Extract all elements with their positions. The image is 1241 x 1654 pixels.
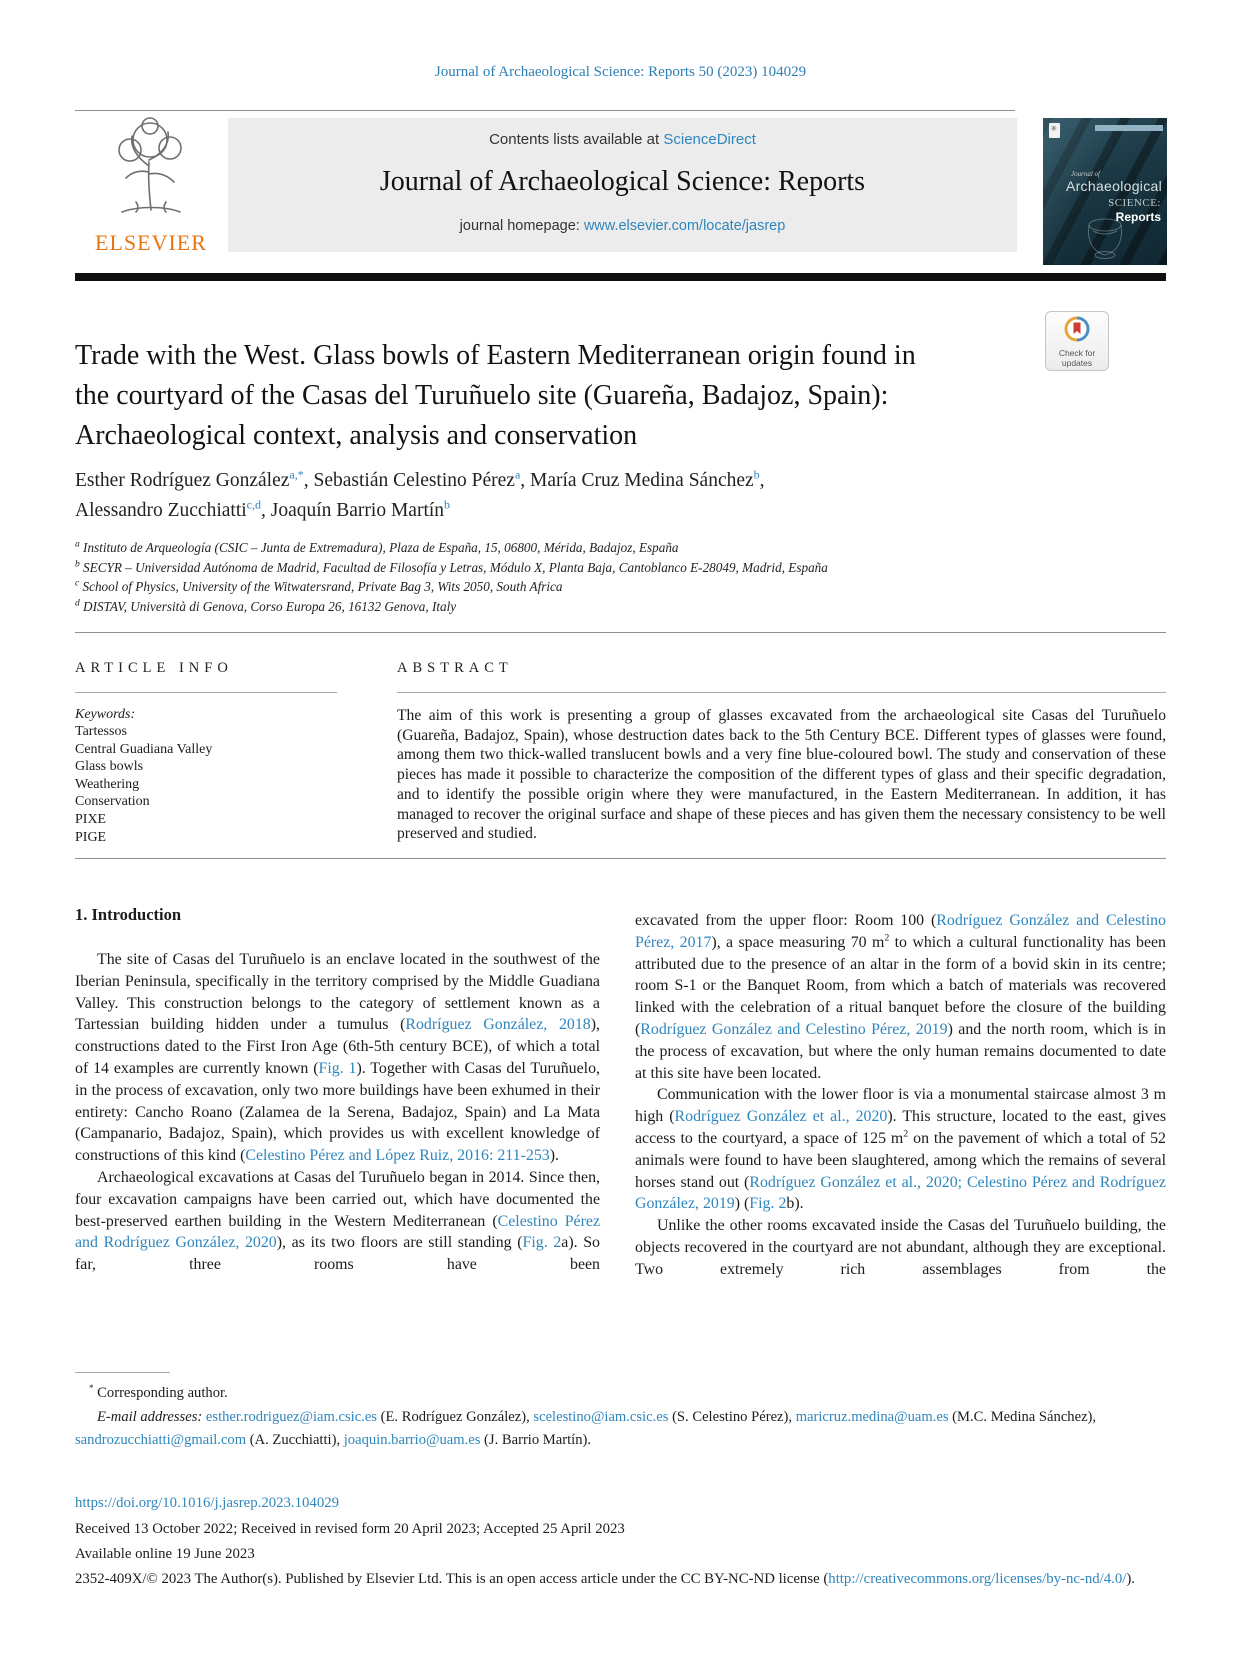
doi-link[interactable]: https://doi.org/10.1016/j.jasrep.2023.104029 [75, 1495, 340, 1511]
divider-above-info [75, 632, 1166, 633]
authors-line [75, 466, 1075, 496]
affiliation-text: Instituto de Arqueología (CSIC – Junta de Extremadura), Plaza de España, 15, 06800, Mérida, Badajoz, España [79, 540, 679, 555]
text-segment: ), a space measuring 70 m [711, 933, 885, 951]
text-segment: b). [786, 1195, 804, 1213]
text-segment: Communication with the lower floor is via a monumental staircase almost 3 m high ( [635, 1086, 1166, 1126]
paragraph [75, 949, 600, 1167]
left-column [75, 905, 600, 1276]
sciencedirect-link[interactable]: ScienceDirect [663, 131, 756, 148]
section-heading-introduction: 1. Introduction [75, 905, 182, 924]
text-segment: (S. Celestino Pérez), [668, 1409, 796, 1425]
affiliation-superscript: a [75, 539, 80, 550]
inline-link[interactable]: Rodríguez González and Celestino Pérez, 2019 [640, 1020, 948, 1038]
text-segment: 2 [884, 932, 890, 944]
inline-link[interactable]: Celestino Pérez and Rodríguez González, 2020 [75, 1212, 600, 1252]
footnote-rule [75, 1372, 170, 1373]
text-segment: , Joaquín Barrio Martín [260, 500, 445, 521]
inline-link[interactable]: Fig. 2 [522, 1234, 562, 1252]
journal-header-box [228, 118, 1017, 252]
title-line: Trade with the West. Glass bowls of Eastern Mediterranean origin found in [75, 340, 916, 371]
affiliations [75, 538, 1075, 616]
text-segment: , María Cruz Medina Sánchez [520, 470, 754, 491]
text-segment: ). [1126, 1571, 1135, 1587]
abstract-rule [397, 692, 1166, 693]
cover-top-bar [1095, 125, 1163, 131]
divider-below-abstract [75, 858, 1166, 859]
text-segment: (E. Rodríguez González), [376, 1409, 534, 1425]
paragraph [75, 1167, 600, 1276]
inline-link[interactable]: Rodríguez González et al., 2020; Celestino Pérez and Rodríguez González, 2019 [635, 1173, 1166, 1213]
text-segment: Unlike the other rooms excavated inside the Casas del Turuñuelo building, the objects recovered in the courtyard are not abundant, although they are exceptional. Two extremely rich assemblages from the [635, 1217, 1166, 1278]
text-segment: c,d [246, 497, 261, 512]
text-segment: ), constructions dated to the First Iron Age (6th-5th century BCE), of which a total of 14 examples are currently known ( [75, 1016, 601, 1077]
elsevier-logo [80, 114, 222, 256]
cover-elsevier-mini-logo-icon [1049, 123, 1060, 138]
inline-link[interactable]: Fig. 2 [749, 1195, 787, 1213]
inline-link[interactable]: Rodríguez González et al., 2020 [674, 1108, 888, 1126]
affiliation-superscript: b [75, 559, 80, 570]
affiliation-superscript: d [75, 598, 80, 609]
article-title [75, 336, 1020, 456]
affiliation-superscript: c [75, 578, 80, 589]
text-segment: b [753, 467, 760, 482]
affiliation [75, 597, 1075, 617]
homepage-line [228, 218, 1017, 234]
affiliation-text: SECYR – Universidad Autónoma de Madrid, Facultad de Filosofía y Letras, Módulo X, Planta Baja, Cantoblanco E-28049, Madrid, España [79, 559, 828, 575]
inline-link[interactable]: Fig. 1 [318, 1059, 357, 1077]
text-segment: Esther Rodríguez González [75, 470, 290, 491]
crossmark-icon [1063, 315, 1091, 343]
article-info-heading: ARTICLE INFO [75, 660, 233, 676]
paragraph [635, 1084, 1166, 1215]
cover-journal-of: Journal of [1071, 170, 1100, 178]
inline-link[interactable]: sandrozucchiatti@gmail.com [75, 1432, 247, 1448]
contents-prefix: Contents lists available at [489, 131, 664, 148]
text-segment: b [444, 497, 451, 512]
text-segment: (A. Zucchiatti), [246, 1432, 344, 1448]
text-segment: to which a cultural functionality has been attributed due to the presence of an altar in the form of a bovid skin in its centre; room S-1 or the Banquet Room, from which a batch of materials was recovered linked with the celebration of a ritual banquet before the closure of the building ( [635, 933, 1167, 1038]
contents-line [228, 131, 1017, 148]
keyword: Tartessos [75, 724, 127, 739]
badge-label: Check for updates [1058, 348, 1096, 368]
text-segment: excavated from the upper floor: Room 100 ( [635, 912, 937, 929]
text-segment: * [89, 1383, 94, 1394]
text-segment: E-mail addresses: [97, 1409, 206, 1425]
cover-vessel-sketch-icon [1043, 205, 1167, 265]
text-segment: ), as its two floors are still standing ( [276, 1234, 523, 1252]
text-segment: ) ( [734, 1195, 750, 1213]
text-segment: a). So far, three rooms have been [75, 1234, 601, 1274]
homepage-prefix: journal homepage: [459, 218, 584, 234]
inline-link[interactable]: joaquin.barrio@uam.es [343, 1432, 481, 1448]
right-column [635, 910, 1166, 1281]
cover-title-line1: Archaeological [1065, 178, 1162, 194]
corresponding-author-note [75, 1382, 1166, 1405]
inline-link[interactable]: scelestino@iam.csic.es [533, 1409, 669, 1425]
cover-title-line3: Reports [1115, 210, 1161, 224]
header-black-bar [75, 273, 1166, 281]
title-line: Archaeological context, analysis and conservation [75, 420, 638, 451]
text-segment: The site of Casas del Turuñuelo is an enclave located in the southwest of the Iberian Peninsula, specifically in the territory comprised by the Middle Guadiana Valley. This construction belongs to the category of settlement known as a Tartessian building hidden under a tumulus ( [75, 951, 600, 1034]
journal-title: Journal of Archaeological Science: Reports [379, 166, 866, 197]
keyword: Conservation [75, 794, 150, 810]
affiliation [75, 538, 1075, 558]
inline-link[interactable]: http://creativecommons.org/licenses/by-nc-nd/4.0/ [828, 1571, 1127, 1587]
keyword: Glass bowls [75, 759, 144, 775]
text-segment: a,* [289, 467, 304, 482]
text-segment: on the pavement of which a total of 52 animals were found to have been slaughtered, among which the remains of several horses stand out ( [635, 1129, 1166, 1191]
author-list [75, 466, 1075, 526]
text-segment: Corresponding author. [93, 1385, 228, 1401]
keyword: PIXE [75, 811, 107, 827]
inline-link[interactable]: Rodríguez González and Celestino Pérez, 2017 [635, 912, 1167, 951]
abstract-text: The aim of this work is presenting a group of glasses excavated from the archaeological site Casas del Turuñuelo (Guareña, Badajoz, Spain), whose destruction dates back to the 5th Century BCE. Different types of glasses were found, among them two thick-walled translucent bowls and a very fine blue-coloured bowl. The study and conservation of these pieces has made it possible to characterize the composition of the different types of glass and their specific degradation, and to identify the possible origin where they were manufactured, in the Eastern Mediterranean. In addition, it has managed to recover the original surface and shape of these pieces and has given them the necessary consistency to be well preserved and studied. [397, 707, 1166, 843]
text-segment: 2352-409X/© 2023 The Author(s). Published by Elsevier Ltd. This is an open access article under the CC BY-NC-ND license ( [75, 1571, 829, 1587]
header-top-rule [75, 110, 1015, 111]
journal-cover-image [1043, 118, 1167, 265]
text-segment: ). Together with Casas del Turuñuelo, in the process of excavation, only two more buildings have been exhumed in their entirety: Cancho Roano (Zalamea de la Serena, Badajoz, Spain) and La Mata (Campanario, Badajoz, Spain), which provides us with excellent knowledge of constructions of this kind ( [75, 1059, 600, 1165]
authors-line [75, 496, 1075, 526]
email-addresses-line [75, 1406, 1166, 1452]
journal-masthead: Journal of Archaeological Science: Reports 50 (2023) 104029 [434, 64, 807, 80]
keyword: Weathering [75, 776, 140, 792]
check-for-updates-badge[interactable] [1045, 311, 1109, 371]
affiliation [75, 558, 1075, 578]
homepage-url-link[interactable]: www.elsevier.com/locate/jasrep [583, 218, 786, 234]
keyword: PIGE [75, 829, 107, 845]
text-segment: Archaeological excavations at Casas del Turuñuelo began in 2014. Since then, four excavation campaigns have been carried out, which have documented the best-preserved earthen building in the Western Mediterranean ( [75, 1168, 600, 1230]
abstract-heading: ABSTRACT [397, 660, 513, 676]
affiliation-text: School of Physics, University of the Witwatersrand, Private Bag 3, Wits 2050, South Africa [79, 579, 563, 594]
inline-link[interactable]: Celestino Pérez and López Ruiz, 2016: 211-253 [245, 1147, 550, 1165]
text-segment: , [759, 470, 765, 491]
text-segment: ) and the north room, which is in the process of excavation, but where the only human remains documented to date at this site have been located. [635, 1020, 1166, 1082]
available-online: Available online 19 June 2023 [75, 1546, 255, 1562]
article-info-rule [75, 692, 337, 693]
text-segment: , Sebastián Celestino Pérez [303, 470, 515, 491]
issn-license-line [75, 1566, 1166, 1592]
keywords-label: Keywords: [75, 707, 136, 722]
affiliation-text: DISTAV, Università di Genova, Corso Europa 26, 16132 Genova, Italy [79, 598, 457, 614]
elsevier-wordmark: ELSEVIER [95, 230, 207, 255]
paragraph [635, 910, 1166, 1084]
text-segment: 2 [903, 1128, 909, 1140]
inline-link[interactable]: esther.rodriguez@iam.csic.es [205, 1409, 377, 1425]
affiliation [75, 577, 1075, 597]
inline-link[interactable]: Rodríguez González, 2018 [405, 1016, 591, 1034]
keywords-list [75, 723, 212, 846]
inline-link[interactable]: maricruz.medina@uam.es [795, 1409, 949, 1425]
cover-title-line2: SCIENCE: [1108, 197, 1161, 209]
text-segment: ). This structure, located to the east, gives access to the courtyard, a space of 125 m [635, 1108, 1166, 1147]
received-dates: Received 13 October 2022; Received in revised form 20 April 2023; Accepted 25 April 2023 [75, 1521, 625, 1537]
keyword: Central Guadiana Valley [75, 741, 213, 757]
text-segment: ). [549, 1147, 559, 1165]
elsevier-tree-icon [92, 114, 210, 226]
text-segment: a [514, 467, 521, 482]
title-line: the courtyard of the Casas del Turuñuelo site (Guareña, Badajoz, Spain): [75, 380, 889, 411]
paragraph [635, 1215, 1166, 1280]
text-segment: Alessandro Zucchiatti [75, 500, 247, 521]
text-segment: (J. Barrio Martín). [480, 1432, 592, 1448]
text-segment: (M.C. Medina Sánchez), [948, 1409, 1097, 1425]
